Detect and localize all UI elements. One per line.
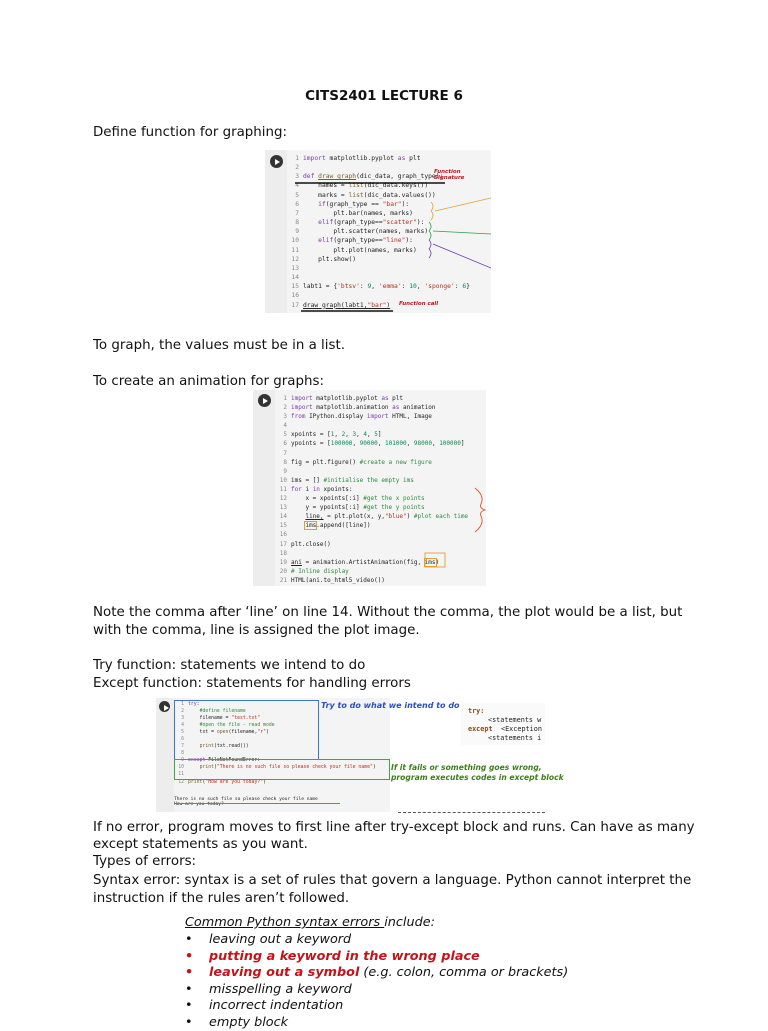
code-line: 3 from IPython.display import HTML, Image [277, 413, 432, 420]
code-line: 2 #define filename [174, 709, 246, 714]
code-line: 19 ani = animation.ArtistAnimation(fig, ims) [277, 559, 439, 566]
bullet-icon: • [185, 949, 193, 966]
code-line: 7 [277, 450, 291, 457]
list-item: • leaving out a symbol (e.g. colon, comma or brackets) [185, 965, 568, 982]
code-line: 11 [174, 772, 188, 777]
code-screenshot-try-except [156, 698, 390, 812]
code-line: 12 plt.show() [289, 256, 356, 263]
annotation-function-signature: Function Signature [434, 169, 491, 181]
paragraph-define: Define function for graphing: [93, 124, 287, 142]
code-line: 3 def draw_graph(dic_data, graph_type): [289, 173, 443, 180]
code-line: 13 y = ypoints[:i] #get the y points [277, 504, 425, 511]
code-line: 14 line, = plt.plot(x, y,"blue") #plot each time [277, 513, 468, 520]
run-cell-icon [159, 701, 170, 712]
code-line: 12 print("How are you today?") [174, 780, 266, 785]
code-line: 17 draw_graph(labt1,"bar") [289, 302, 390, 309]
code-line: 2 import matplotlib.animation as animation [277, 404, 436, 411]
bullet-icon: • [185, 965, 193, 982]
code-line: 10 ims = [] #initialise the empty ims [277, 477, 414, 484]
code-line: 1 try: [174, 702, 200, 707]
bullet-icon: • [185, 1015, 193, 1031]
code-line: 5 txt = open(filename,"r") [174, 730, 269, 735]
code-screenshot-animation [253, 390, 486, 586]
paragraph-syntax-line-1: Syntax error: syntax is a set of rules that govern a language. Python cannot interpret the [93, 872, 691, 890]
list-item: • incorrect indentation [185, 998, 568, 1015]
code-line: 16 [277, 531, 291, 538]
code-line: 13 [289, 265, 303, 272]
code-line: 4 names = list(dic_data.keys()) [289, 182, 428, 189]
bullet-icon: • [185, 982, 193, 999]
code-line: 1 import matplotlib.pyplot as plt [277, 395, 403, 402]
paragraph-note-line-1: Note the comma after ‘line’ on line 14. Without the comma, the plot would be a list, but [93, 604, 682, 622]
paragraph-syntax-line-2: instruction if the rules aren’t followed. [93, 890, 349, 908]
code-line: 11 for i in xpoints: [277, 486, 352, 493]
code-line: 6 if(graph_type == "bar"): [289, 201, 409, 208]
code-line: 6 [174, 737, 188, 742]
code-screenshot-draw-graph [265, 150, 491, 313]
code-line: 8 fig = plt.figure() #create a new figure [277, 459, 432, 466]
code-line: 3 filename = "test.txt" [174, 716, 260, 721]
list-item: • putting a keyword in the wrong place [185, 949, 568, 966]
code-line: 15 labt1 = {'btsv': 9, 'emma': 10, 'sponge': 6} [289, 283, 470, 290]
output-underline [174, 803, 340, 804]
code-annotation-lines [253, 390, 486, 586]
code-line: 14 [289, 274, 303, 281]
code-line: 12 x = xpoints[:i] #get the x points [277, 495, 425, 502]
code-line: 18 [277, 550, 291, 557]
annotation-try: Try to do what we intend to do [321, 701, 460, 710]
code-line: 7 print(txt.read()) [174, 744, 249, 749]
paragraph-note-line-2: with the comma, line is assigned the plot image. [93, 622, 420, 640]
code-annotation-lines [265, 150, 491, 313]
code-line: 10 print("There is no such file so please check your file name") [174, 765, 376, 770]
paragraph-try: Try function: statements we intend to do [93, 657, 365, 675]
paragraph-animation: To create an animation for graphs: [93, 373, 324, 391]
syntax-errors-list [185, 932, 568, 1031]
list-item: • empty block [185, 1015, 568, 1031]
code-line: 20 # Inline display [277, 568, 349, 575]
code-line: 7 plt.bar(names, marks) [289, 210, 413, 217]
syntax-errors-heading: Common Python syntax errors include: [185, 915, 435, 930]
try-except-syntax-box: try: <statements w except <Exception <statements i [461, 703, 545, 745]
bullet-icon: • [185, 932, 193, 949]
code-line: 9 [277, 468, 291, 475]
annotation-function-call: Function call [399, 301, 438, 307]
code-line: 9 except FileNotFoundError: [174, 758, 260, 763]
code-line: 11 plt.plot(names, marks) [289, 247, 417, 254]
annotation-except: If it fails or something goes wrong, program executes codes in except block [391, 763, 564, 783]
code-line: 8 [174, 751, 188, 756]
paragraph-no-error-line-2: except statements as you want. [93, 836, 308, 854]
code-line: 4 #open the file - read mode [174, 723, 275, 728]
paragraph-types-of-errors: Types of errors: [93, 853, 196, 871]
list-item: • misspelling a keyword [185, 982, 568, 999]
code-line: 21 HTML(ani.to_html5_video()) [277, 577, 385, 584]
code-line: 17 plt.close() [277, 541, 331, 548]
program-output: There is no such file so please check your file name How are you today? [174, 797, 318, 808]
code-line: 5 xpoints = [1, 2, 3, 4, 5] [277, 431, 381, 438]
code-line: 10 elif(graph_type=="line"): [289, 237, 413, 244]
code-line: 8 elif(graph_type=="scatter"): [289, 219, 424, 226]
code-line: 5 marks = list(dic_data.values()) [289, 192, 436, 199]
page-title: CITS2401 LECTURE 6 [0, 88, 768, 104]
code-line: 16 [289, 292, 303, 299]
paragraph-graph-list: To graph, the values must be in a list. [93, 337, 345, 355]
code-line: 15 ims.append([line]) [277, 522, 370, 529]
dashed-divider [398, 812, 545, 813]
code-line: 1 import matplotlib.pyplot as plt [289, 155, 421, 162]
except-block-highlight [174, 759, 390, 780]
paragraph-except: Except function: statements for handling errors [93, 675, 411, 693]
bullet-icon: • [185, 998, 193, 1015]
try-block-highlight [174, 700, 319, 760]
code-line: 6 ypoints = [100000, 90000, 101000, 98000, 100000] [277, 440, 465, 447]
paragraph-no-error-line-1: If no error, program moves to first line after try-except block and runs. Can have as many [93, 819, 695, 837]
code-line: 4 [277, 422, 291, 429]
code-line: 2 [289, 164, 303, 171]
code-line: 9 plt.scatter(names, marks) [289, 228, 428, 235]
list-item: • leaving out a keyword [185, 932, 568, 949]
